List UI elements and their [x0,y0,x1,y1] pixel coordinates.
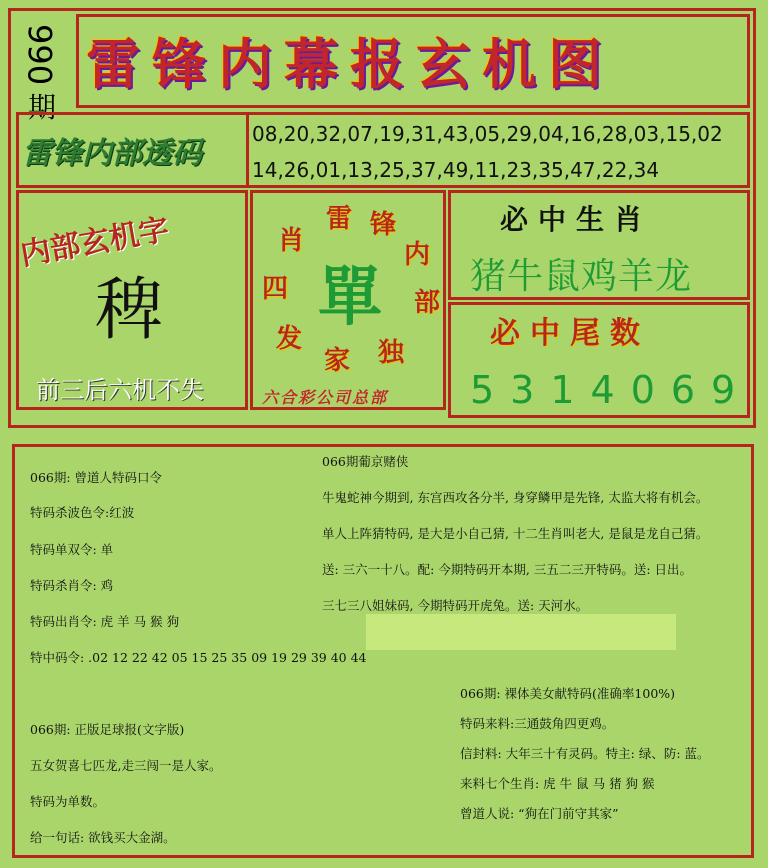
zodiac-label: 必中生肖 [500,203,653,236]
left-line: 特码杀波色令:红波 [30,505,135,520]
inner-code-numbers [252,116,742,188]
issue-box [14,12,74,124]
left-line: 066期: 正版足球报(文字版) [30,722,185,737]
ring-char: 内 [404,240,431,270]
ring-footer: 六合彩公司总部 [262,388,389,407]
right-line: 信封料: 大年三十有灵码。特主: 绿、防: 蓝。 [460,746,710,761]
ring-char: 雷 [326,204,353,234]
right-line: 066期: 裸体美女献特码(准确率100%) [460,686,676,701]
inner-code-divider [246,112,249,188]
ring-char: 四 [262,274,289,304]
ring-char: 家 [324,346,351,376]
left-line: 特码杀肖令: 鸡 [30,578,114,593]
mystery-footer: 前三后六机不失 [36,376,204,404]
inner-code-line1: 08,20,32,07,19,31,43,05,29,04,16,28,03,15,02 [252,122,723,146]
ring-char: 独 [378,338,405,368]
right-line: 特码来料:三通鼓角四更鸡。 [460,716,615,731]
left-line: 特码为单数。 [30,794,106,809]
ring-char: 发 [276,324,303,354]
left-line: 特码单双令: 单 [30,542,114,557]
zodiac-list: 猪牛鼠鸡羊龙 [470,256,693,297]
issue-number: 066 [22,24,60,86]
left-line: 给一句话: 欲钱买大金湖。 [30,830,176,845]
right-line: 牛鬼蛇神今期到, 东宫西攻各分半, 身穿鳞甲是先锋, 太监大将有机会。 [322,490,709,505]
right-line: 送: 三六一十八。配: 今期特码开本期, 三五二三开特码。送: 日出。 [322,562,693,577]
inner-code-label: 雷锋内部透码 [22,136,202,171]
right-line: 来料七个生肖: 虎 牛 鼠 马 猪 狗 猴 [460,776,655,791]
issue-suffix: 期 [28,91,57,124]
left-line: 特码出肖令: 虎 羊 马 猴 狗 [30,614,180,629]
right-line: 单人上阵猜特码, 是大是小自己猜, 十二生肖叫老大, 是鼠是龙自己猜。 [322,526,709,541]
ring-char: 部 [414,288,441,318]
right-line: 曾道人说: “狗在门前守其家” [460,806,619,821]
right-line: 三七三八姐妹码, 今期特码开虎兔。送: 天河水。 [322,598,589,613]
inner-code-line2: 14,26,01,13,25,37,49,11,23,35,47,22,34 [252,158,660,182]
mystery-label: 内部玄机字 [17,212,172,273]
highlight-strip [366,614,676,650]
left-line: 066期: 曾道人特码口令 [30,470,163,485]
ring-center: 單 [318,260,382,335]
left-line: 五女贺喜七匹龙,走三闯一是人家。 [30,758,222,773]
page-title: 雷锋内幕报玄机图 [86,32,614,96]
tail-digits: 5314069 [470,368,752,412]
tail-label: 必中尾数 [490,316,650,351]
ring-char: 锋 [370,210,397,240]
left-line: 特中码令: .02 12 22 42 05 15 25 35 09 19 29 39 40 44 [30,650,367,665]
ring-char: 肖 [278,226,305,256]
right-line: 066期葡京赌侠 [322,454,409,469]
mystery-char: 稗 [95,271,164,350]
